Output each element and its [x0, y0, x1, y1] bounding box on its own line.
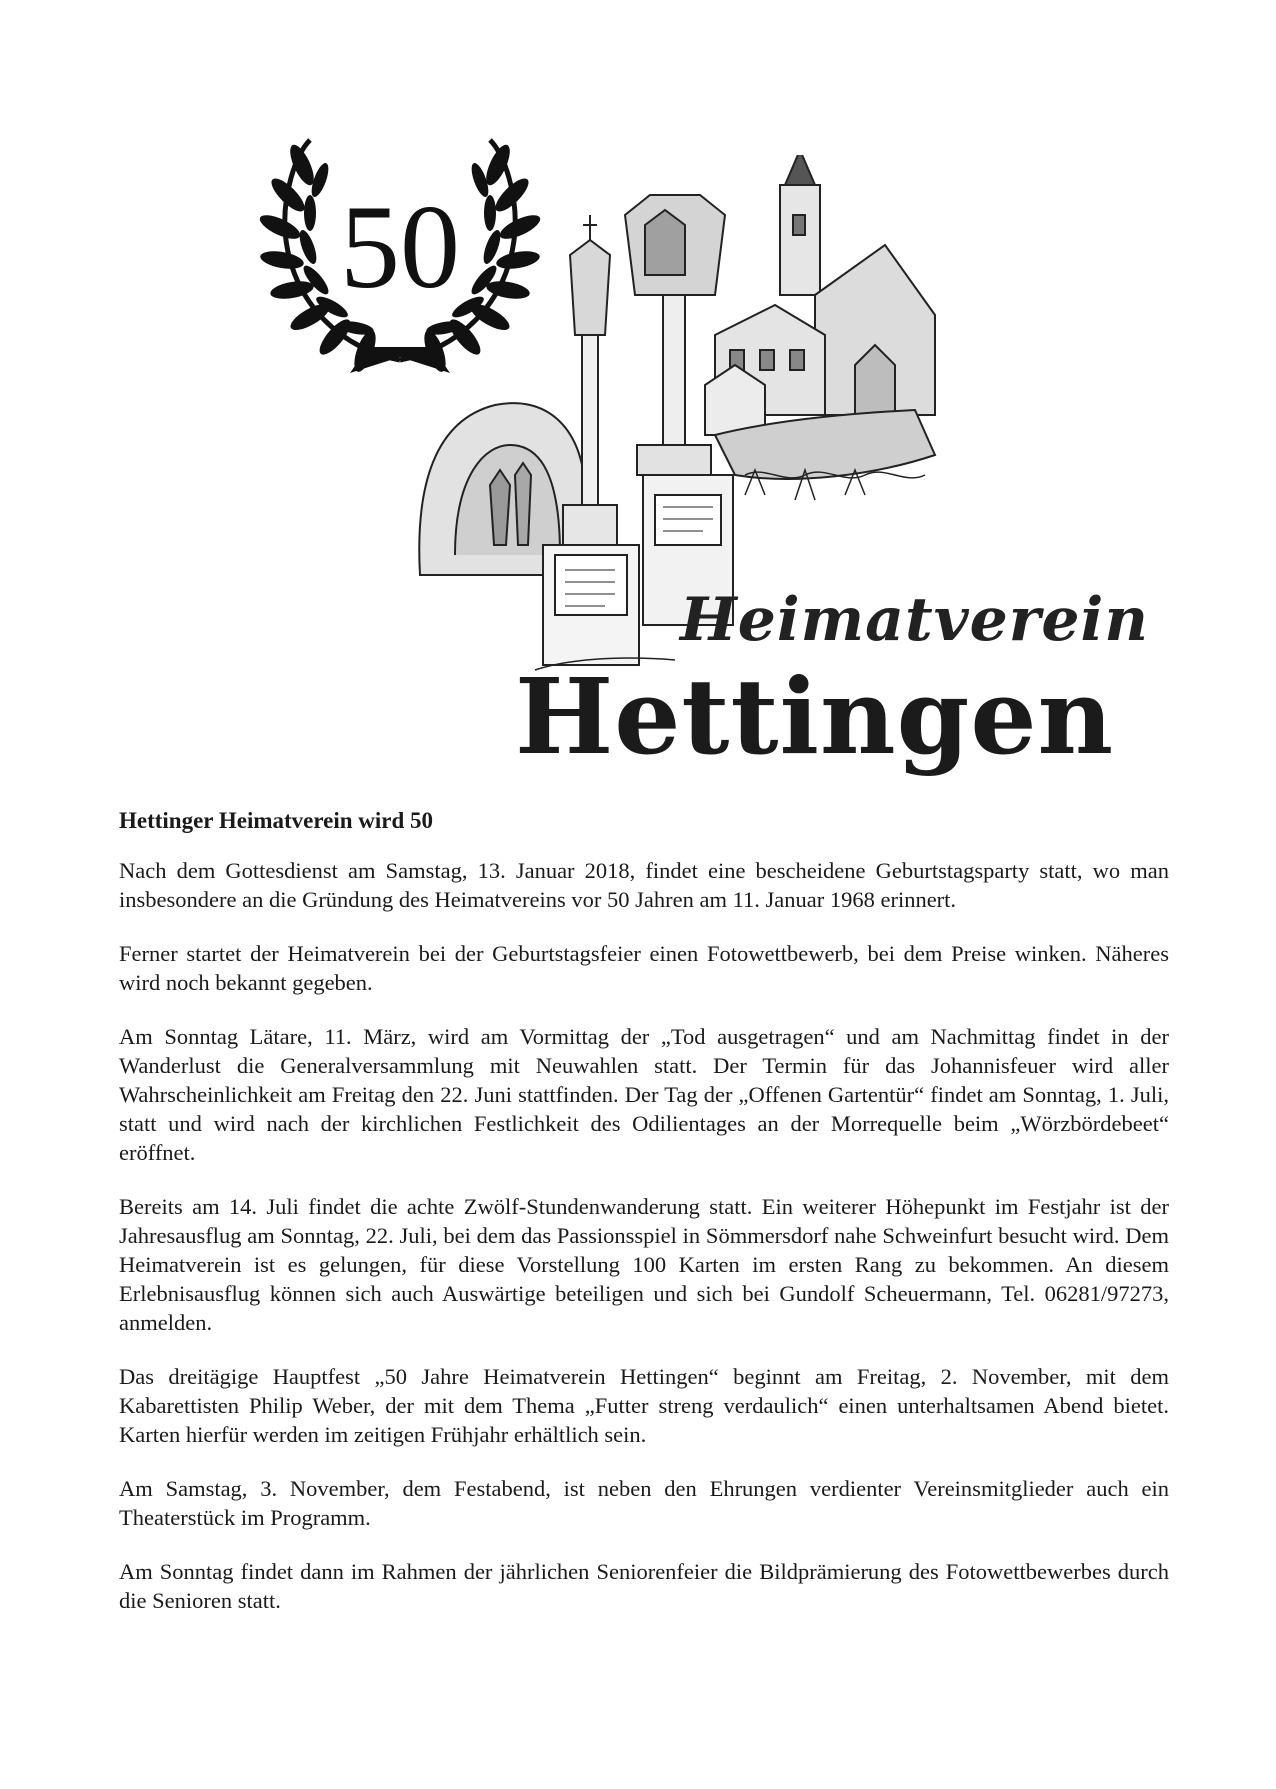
article-headline: Hettinger Heimatverein wird 50 [119, 808, 434, 833]
article-paragraph: Ferner startet der Heimatverein bei der Geburtstagsfeier einen Fotowettbewerb, bei dem Preise winken. Näheres wird noch bekannt gegeben. [119, 941, 1169, 995]
logo-hettingen: Hettingen [515, 655, 1115, 778]
article-paragraph: Nach dem Gottesdienst am Samstag, 13. Januar 2018, findet eine bescheidene Geburtstagsparty statt, wo man insbesondere an die Gründung des Heimatvereins vor 50 Jahren am 11. Januar 1968 erinnert. [119, 858, 1169, 912]
logo-heimatverein: Heimatverein [680, 585, 1149, 655]
article-paragraph: Am Sonntag findet dann im Rahmen der jährlichen Seniorenfeier die Bildprämierung des Fotowettbewerbes durch die Senioren statt. [119, 1559, 1169, 1613]
article [119, 806, 1169, 1640]
article-paragraph: Bereits am 14. Juli findet die achte Zwölf-Stundenwanderung statt. Ein weiterer Höhepunkt im Festjahr ist der Jahresausflug am Sonntag, 22. Juli, bei dem das Passionsspiel in Sömmersdorf nahe Schweinfurt besucht wird. Dem Heimatverein ist es gelungen, für diese Vorstellung 100 Karten im ersten Rang zu bekommen. An diesem Erlebnisausflug können sich auch Auswärtige beteiligen und sich bei Gundolf Scheuermann, Tel. 06281/97273, anmelden. [119, 1194, 1169, 1335]
article-paragraph: Das dreitägige Hauptfest „50 Jahre Heimatverein Hettingen“ beginnt am Freitag, 2. November, mit dem Kabarettisten Philip Weber, der mit dem Thema „Futter streng verdaulich“ einen unterhaltsamen Abend bietet. Karten hierfür werden im zeitigen Frühjahr erhältlich sein. [119, 1364, 1169, 1447]
anniversary-number: 50 [340, 180, 460, 313]
article-paragraph: Am Samstag, 3. November, dem Festabend, ist neben den Ehrungen verdienter Vereinsmitglieder auch ein Theaterstück im Programm. [119, 1476, 1169, 1530]
article-paragraph: Am Sonntag Lätare, 11. März, wird am Vormittag der „Tod ausgetragen“ und am Nachmittag findet in der Wanderlust die Generalversammlung mit Neuwahlen statt. Der Termin für das Johannisfeuer wird aller Wahrscheinlichkeit am Freitag den 22. Juni stattfinden. Der Tag der „Offenen Gartentür“ findet am Sonntag, 1. Juli, statt und wird nach der kirchlichen Festlichkeit des Odilientages an der Morrequelle beim „Wörzbördebeet“ eröffnet. [119, 1024, 1169, 1165]
village-illustration [415, 155, 1149, 785]
